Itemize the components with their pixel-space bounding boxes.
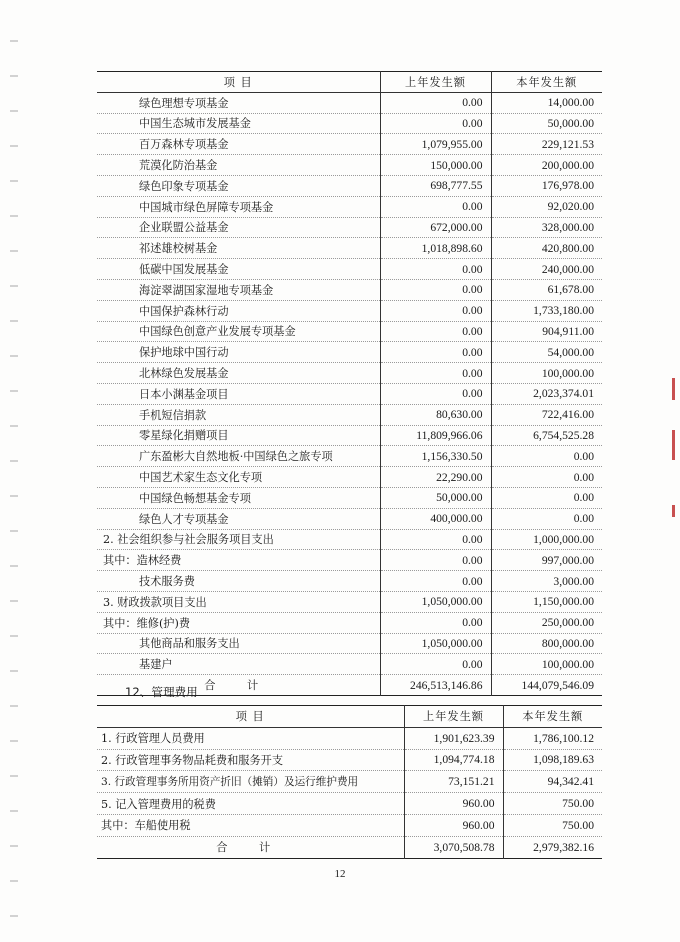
table-row (97, 113, 602, 134)
prev-value: 0.00 (380, 300, 491, 321)
prev-value: 1,050,000.00 (380, 591, 491, 612)
row-label: 3. 行政管理事务所用资产折旧（摊销）及运行维护费用 (97, 771, 404, 793)
prev-value: 22,290.00 (380, 467, 491, 488)
curr-value: 750.00 (503, 793, 602, 815)
table-row (97, 425, 602, 446)
row-label: 中国艺术家生态文化专项 (97, 467, 380, 488)
table-header-row (97, 706, 602, 728)
row-label: 其中：维修(护)费 (97, 612, 380, 633)
curr-value: 240,000.00 (491, 259, 602, 280)
table-row (97, 612, 602, 633)
prev-value: 0.00 (380, 550, 491, 571)
prev-value: 0.00 (380, 383, 491, 404)
table-row (97, 467, 602, 488)
curr-value: 100,000.00 (491, 654, 602, 675)
total-curr-value: 144,079,546.09 (491, 675, 602, 696)
row-label: 中国绿色畅想基金专项 (97, 487, 380, 508)
table-row (97, 196, 602, 217)
curr-value: 1,000,000.00 (491, 529, 602, 550)
header-item: 项 目 (97, 72, 380, 93)
row-label: 企业联盟公益基金 (97, 217, 380, 238)
curr-value: 328,000.00 (491, 217, 602, 238)
total-row (97, 836, 602, 858)
header-curr-year: 本年发生额 (503, 706, 602, 728)
row-label: 绿色理想专项基金 (97, 92, 380, 113)
row-label: 海淀翠湖国家湿地专项基金 (97, 279, 380, 300)
table-row (97, 363, 602, 384)
prev-value: 11,809,966.06 (380, 425, 491, 446)
prev-value: 0.00 (380, 113, 491, 134)
curr-value: 800,000.00 (491, 633, 602, 654)
table-row (97, 134, 602, 155)
row-label: 基建户 (97, 654, 380, 675)
curr-value: 176,978.00 (491, 175, 602, 196)
prev-value: 0.00 (380, 92, 491, 113)
prev-value: 1,079,955.00 (380, 134, 491, 155)
prev-value: 0.00 (380, 259, 491, 280)
page-number: 12 (334, 868, 346, 880)
table-row (97, 446, 602, 467)
table-row (97, 749, 602, 771)
row-label: 中国绿色创意产业发展专项基金 (97, 321, 380, 342)
total-label: 合 计 (204, 679, 273, 692)
curr-value: 1,786,100.12 (503, 727, 602, 749)
table-row (97, 383, 602, 404)
table-row (97, 321, 602, 342)
prev-value: 960.00 (404, 793, 503, 815)
table-row (97, 508, 602, 529)
table-row (97, 550, 602, 571)
curr-value: 750.00 (503, 814, 602, 836)
row-label: 中国城市绿色屏障专项基金 (97, 196, 380, 217)
row-label: 保护地球中国行动 (97, 342, 380, 363)
table-row (97, 155, 602, 176)
total-label: 合 计 (216, 841, 285, 855)
project-expense-table (97, 71, 602, 696)
prev-value: 0.00 (380, 196, 491, 217)
curr-value: 54,000.00 (491, 342, 602, 363)
curr-value: 250,000.00 (491, 612, 602, 633)
curr-value: 0.00 (491, 467, 602, 488)
table-row (97, 259, 602, 280)
table-row (97, 591, 602, 612)
prev-value: 1,094,774.18 (404, 749, 503, 771)
row-label: 中国生态城市发展基金 (97, 113, 380, 134)
curr-value: 1,733,180.00 (491, 300, 602, 321)
table-row (97, 175, 602, 196)
row-label: 技术服务费 (97, 571, 380, 592)
header-item: 项 目 (97, 706, 404, 728)
prev-value: 0.00 (380, 612, 491, 633)
row-label: 日本小渊基金项目 (97, 383, 380, 404)
curr-value: 14,000.00 (491, 92, 602, 113)
prev-value: 0.00 (380, 363, 491, 384)
prev-value: 400,000.00 (380, 508, 491, 529)
row-label: 手机短信捐款 (97, 404, 380, 425)
table-row (97, 727, 602, 749)
row-label: 1. 行政管理人员费用 (97, 727, 404, 749)
total-prev-value: 246,513,146.86 (380, 675, 491, 696)
row-label: 百万森林专项基金 (97, 134, 380, 155)
page-edge-mark (672, 378, 675, 400)
row-label: 低碳中国发展基金 (97, 259, 380, 280)
curr-value: 92,020.00 (491, 196, 602, 217)
management-expense-table (97, 705, 602, 859)
row-label: 荒漠化防治基金 (97, 155, 380, 176)
row-label: 其中：车船使用税 (97, 814, 404, 836)
table-row (97, 342, 602, 363)
section-title: 12、管理费用 (125, 685, 198, 699)
prev-value: 0.00 (380, 321, 491, 342)
row-label: 其他商品和服务支出 (97, 633, 380, 654)
table-row (97, 279, 602, 300)
prev-value: 1,050,000.00 (380, 633, 491, 654)
total-prev-value: 3,070,508.78 (404, 836, 503, 858)
curr-value: 6,754,525.28 (491, 425, 602, 446)
curr-value: 2,023,374.01 (491, 383, 602, 404)
curr-value: 94,342.41 (503, 771, 602, 793)
row-label: 5. 记入管理费用的税费 (97, 793, 404, 815)
binding-holes (0, 0, 22, 942)
curr-value: 100,000.00 (491, 363, 602, 384)
prev-value: 50,000.00 (380, 487, 491, 508)
prev-value: 0.00 (380, 279, 491, 300)
row-label: 3. 财政拨款项目支出 (97, 591, 380, 612)
curr-value: 1,150,000.00 (491, 591, 602, 612)
row-label: 中国保护森林行动 (97, 300, 380, 321)
row-label: 北林绿色发展基金 (97, 363, 380, 384)
prev-value: 80,630.00 (380, 404, 491, 425)
curr-value: 904,911.00 (491, 321, 602, 342)
header-prev-year: 上年发生额 (404, 706, 503, 728)
table-row (97, 571, 602, 592)
prev-value: 1,156,330.50 (380, 446, 491, 467)
row-label: 绿色人才专项基金 (97, 508, 380, 529)
prev-value: 672,000.00 (380, 217, 491, 238)
curr-value: 50,000.00 (491, 113, 602, 134)
table-row (97, 404, 602, 425)
header-prev-year: 上年发生额 (380, 72, 491, 93)
curr-value: 722,416.00 (491, 404, 602, 425)
prev-value: 0.00 (380, 342, 491, 363)
page-edge-mark (672, 430, 675, 460)
row-label: 祁述雄校树基金 (97, 238, 380, 259)
row-label: 广东盈彬大自然地板·中国绿色之旅专项 (97, 446, 380, 467)
table-row (97, 300, 602, 321)
page-edge-mark (672, 505, 675, 517)
prev-value: 0.00 (380, 571, 491, 592)
row-label: 2. 行政管理事务物品耗费和服务开支 (97, 749, 404, 771)
table-header-row (97, 72, 602, 93)
header-curr-year: 本年发生额 (491, 72, 602, 93)
curr-value: 997,000.00 (491, 550, 602, 571)
table-row (97, 633, 602, 654)
total-curr-value: 2,979,382.16 (503, 836, 602, 858)
prev-value: 73,151.21 (404, 771, 503, 793)
table-row (97, 793, 602, 815)
row-label: 零星绿化捐赠项目 (97, 425, 380, 446)
curr-value: 200,000.00 (491, 155, 602, 176)
row-label: 绿色印象专项基金 (97, 175, 380, 196)
table-row (97, 529, 602, 550)
table-row (97, 92, 602, 113)
table-row (97, 814, 602, 836)
table-row (97, 771, 602, 793)
curr-value: 229,121.53 (491, 134, 602, 155)
row-label: 2. 社会组织参与社会服务项目支出 (97, 529, 380, 550)
prev-value: 960.00 (404, 814, 503, 836)
curr-value: 420,800.00 (491, 238, 602, 259)
curr-value: 0.00 (491, 446, 602, 467)
prev-value: 0.00 (380, 529, 491, 550)
curr-value: 61,678.00 (491, 279, 602, 300)
row-label: 其中：造林经费 (97, 550, 380, 571)
curr-value: 0.00 (491, 487, 602, 508)
prev-value: 698,777.55 (380, 175, 491, 196)
curr-value: 3,000.00 (491, 571, 602, 592)
curr-value: 0.00 (491, 508, 602, 529)
prev-value: 150,000.00 (380, 155, 491, 176)
prev-value: 0.00 (380, 654, 491, 675)
table-row (97, 217, 602, 238)
table-row (97, 654, 602, 675)
table-row (97, 238, 602, 259)
table-row (97, 487, 602, 508)
curr-value: 1,098,189.63 (503, 749, 602, 771)
prev-value: 1,018,898.60 (380, 238, 491, 259)
prev-value: 1,901,623.39 (404, 727, 503, 749)
